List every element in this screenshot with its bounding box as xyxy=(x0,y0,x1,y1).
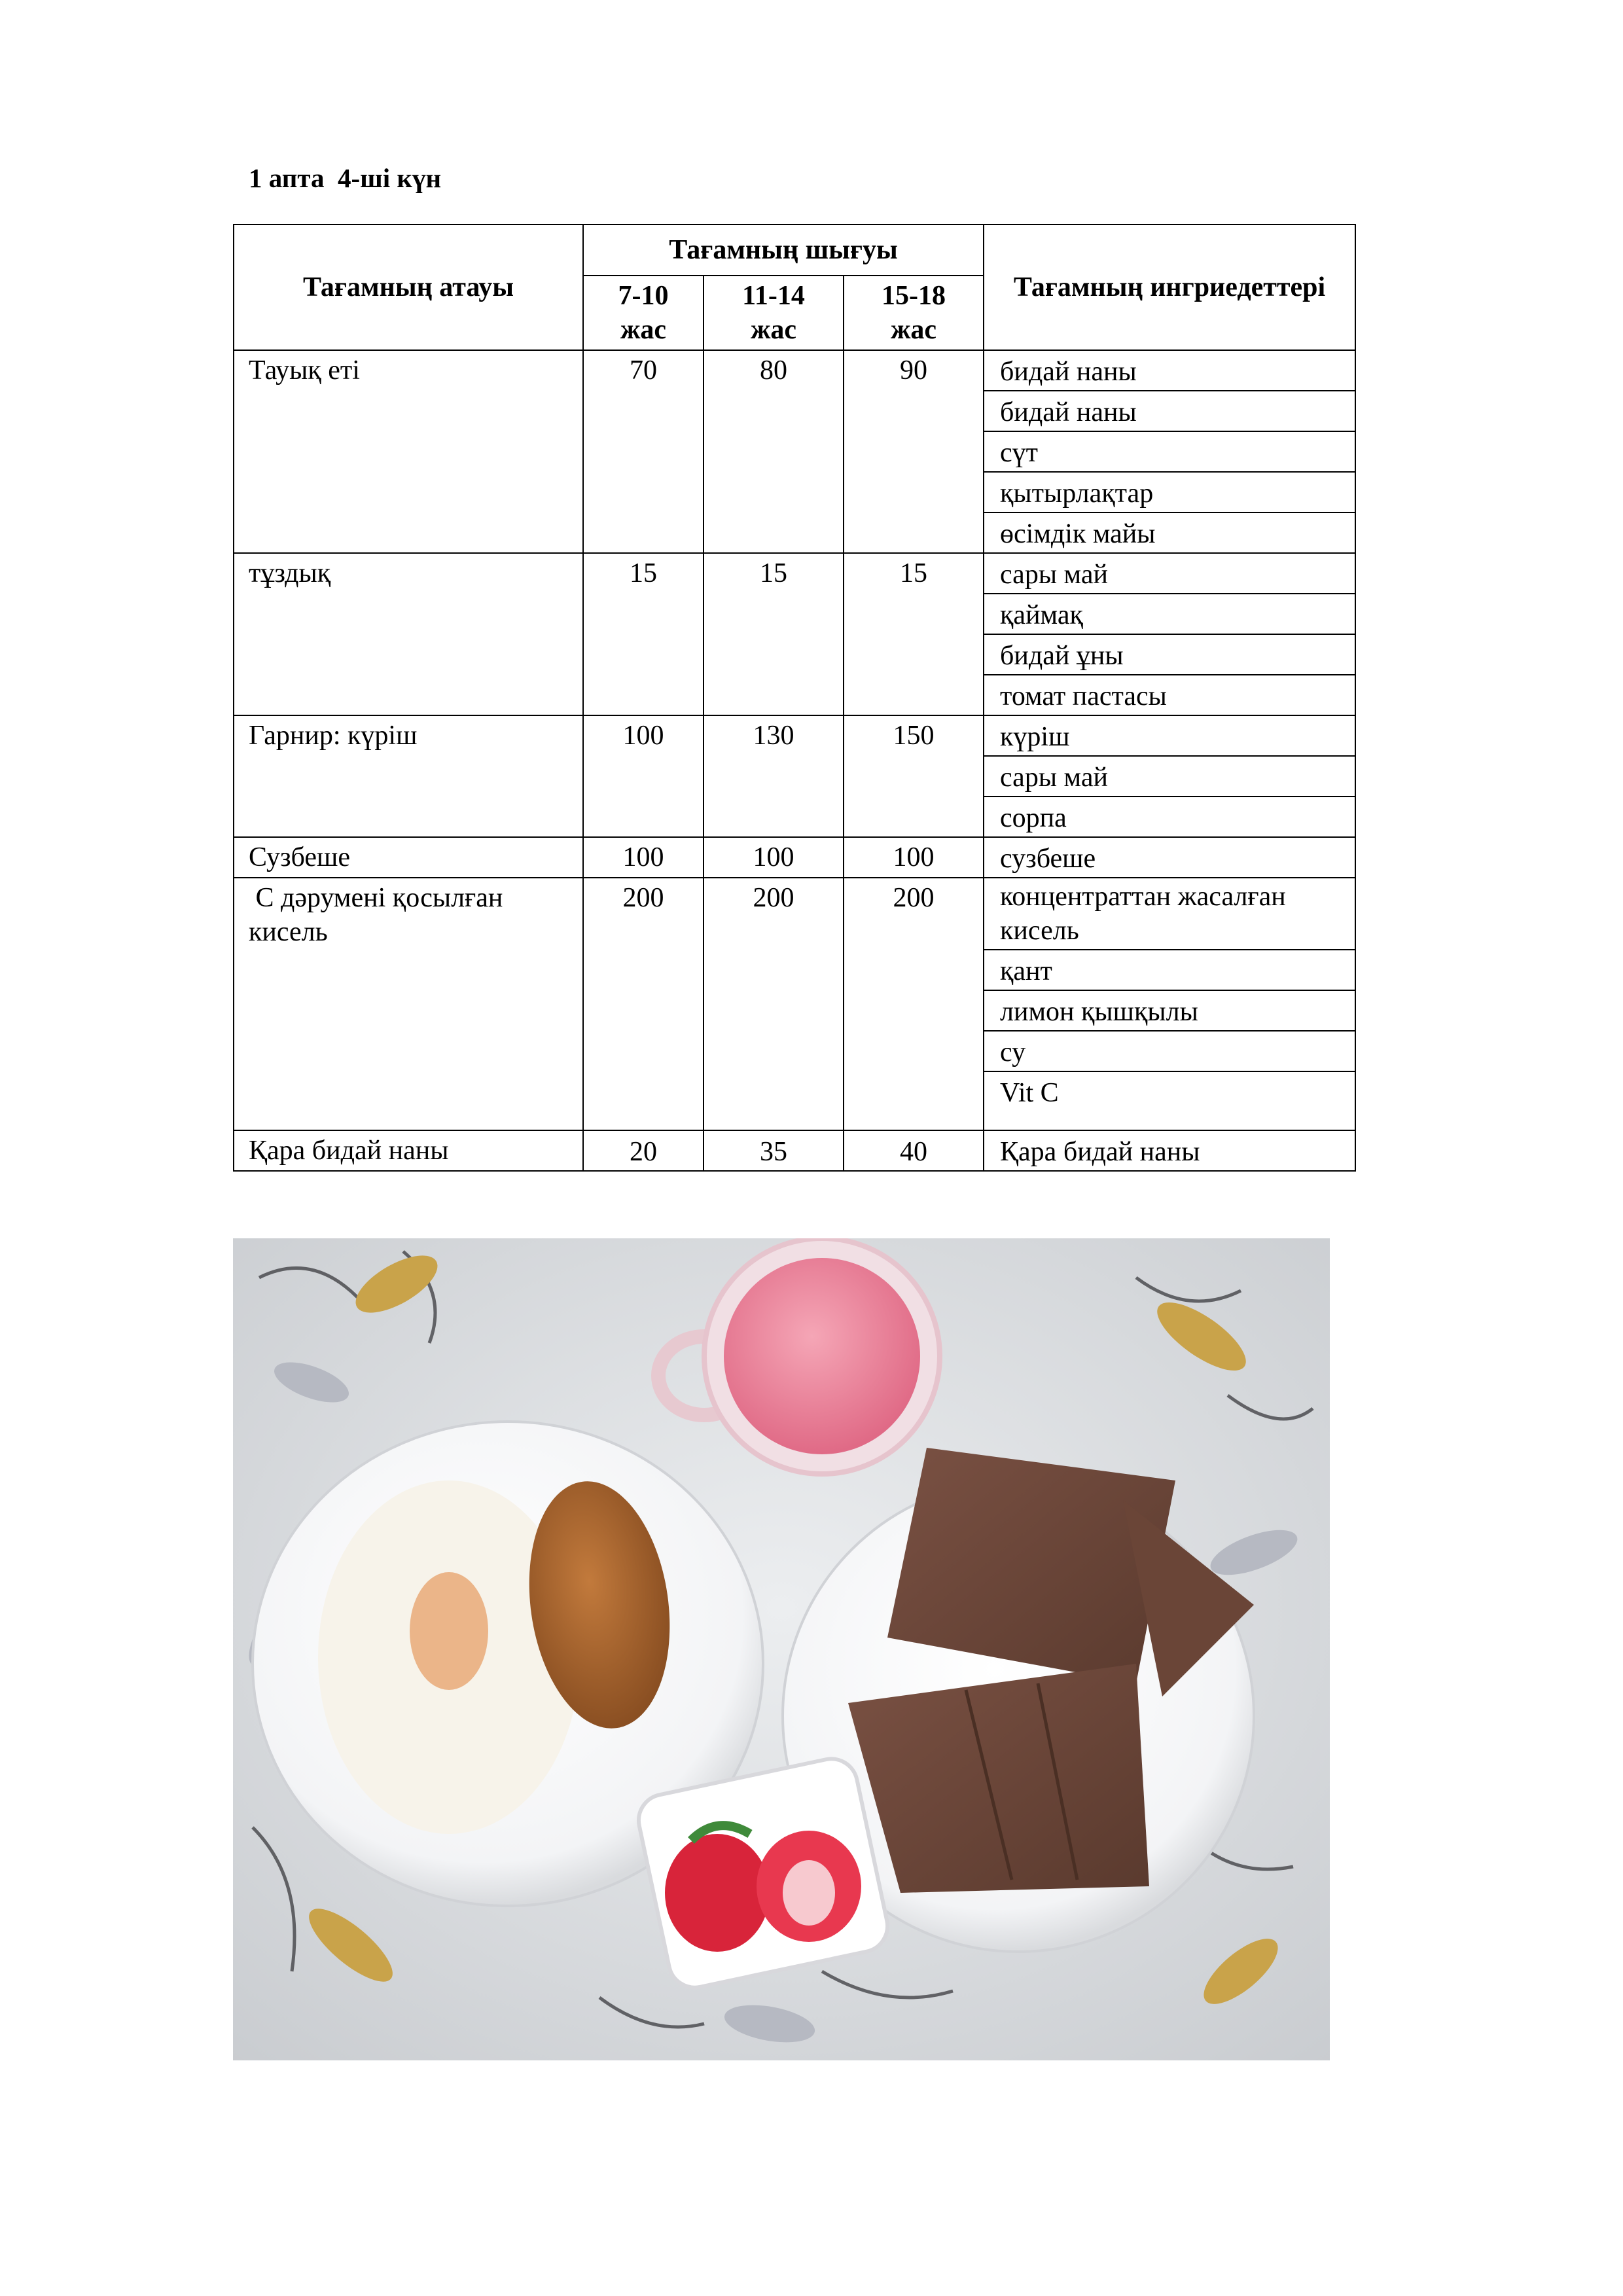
kissel-drink xyxy=(724,1258,920,1454)
dish-name: Қара бидай наны xyxy=(234,1130,583,1171)
ingredient: сузбеше xyxy=(984,837,1355,878)
portion-15-18: 200 xyxy=(844,878,984,1130)
table-row xyxy=(234,1130,1355,1171)
ingredient: лимон қышқылы xyxy=(984,990,1355,1031)
ingredient: қаймақ xyxy=(984,594,1355,634)
portion-11-14: 80 xyxy=(704,350,844,553)
portion-7-10: 100 xyxy=(583,837,704,878)
ingredient: қант xyxy=(984,950,1355,990)
page-title: 1 апта 4-ші күн xyxy=(249,163,442,193)
ingredient: күріш xyxy=(984,715,1355,756)
header-output: Тағамның шығуы xyxy=(583,224,984,276)
portion-7-10: 100 xyxy=(583,715,704,837)
ingredient: томат пастасы xyxy=(984,675,1355,715)
table-row xyxy=(234,878,1355,950)
ingredient: қытырлақтар xyxy=(984,472,1355,512)
sauce xyxy=(410,1572,488,1690)
dish-name: Гарнир: күріш xyxy=(234,715,583,837)
dish-name: С дәрумені қосылған кисель xyxy=(234,878,583,1130)
table-row xyxy=(234,350,1355,391)
portion-15-18: 15 xyxy=(844,553,984,715)
portion-7-10: 200 xyxy=(583,878,704,1130)
ingredient: концентраттан жасалған кисель xyxy=(984,878,1355,950)
ingredient: сары май xyxy=(984,756,1355,797)
ingredient: Vit C xyxy=(984,1071,1355,1130)
ingredient: сары май xyxy=(984,553,1355,594)
header-ingredients: Тағамның ингриедеттері xyxy=(984,224,1355,350)
header-age-7-10: 7-10 жас xyxy=(583,276,704,350)
portion-11-14: 200 xyxy=(704,878,844,1130)
ingredient: сорпа xyxy=(984,797,1355,837)
portion-11-14: 35 xyxy=(704,1130,844,1171)
table-row xyxy=(234,715,1355,756)
ingredient: бидай ұны xyxy=(984,634,1355,675)
portion-15-18: 40 xyxy=(844,1130,984,1171)
table-row xyxy=(234,837,1355,878)
portion-15-18: 150 xyxy=(844,715,984,837)
ingredient: Қара бидай наны xyxy=(984,1130,1355,1171)
menu-table xyxy=(233,224,1356,1172)
table-row xyxy=(234,553,1355,594)
ingredient: сүт xyxy=(984,431,1355,472)
portion-7-10: 20 xyxy=(583,1130,704,1171)
header-dish-name: Тағамның атауы xyxy=(234,224,583,350)
portion-11-14: 100 xyxy=(704,837,844,878)
dish-name: тұздық xyxy=(234,553,583,715)
portion-7-10: 15 xyxy=(583,553,704,715)
ingredient: өсімдік майы xyxy=(984,512,1355,553)
portion-15-18: 100 xyxy=(844,837,984,878)
portion-15-18: 90 xyxy=(844,350,984,553)
header-age-15-18: 15-18 жас xyxy=(844,276,984,350)
strawberry-icon xyxy=(665,1834,770,1952)
ingredient: су xyxy=(984,1031,1355,1071)
meal-photo xyxy=(233,1238,1330,2060)
dish-name: Сузбеше xyxy=(234,837,583,878)
ingredient: бидай наны xyxy=(984,350,1355,391)
portion-7-10: 70 xyxy=(583,350,704,553)
ingredient: бидай наны xyxy=(984,391,1355,431)
header-age-11-14: 11-14 жас xyxy=(704,276,844,350)
dish-name: Тауық еті xyxy=(234,350,583,553)
portion-11-14: 15 xyxy=(704,553,844,715)
portion-11-14: 130 xyxy=(704,715,844,837)
